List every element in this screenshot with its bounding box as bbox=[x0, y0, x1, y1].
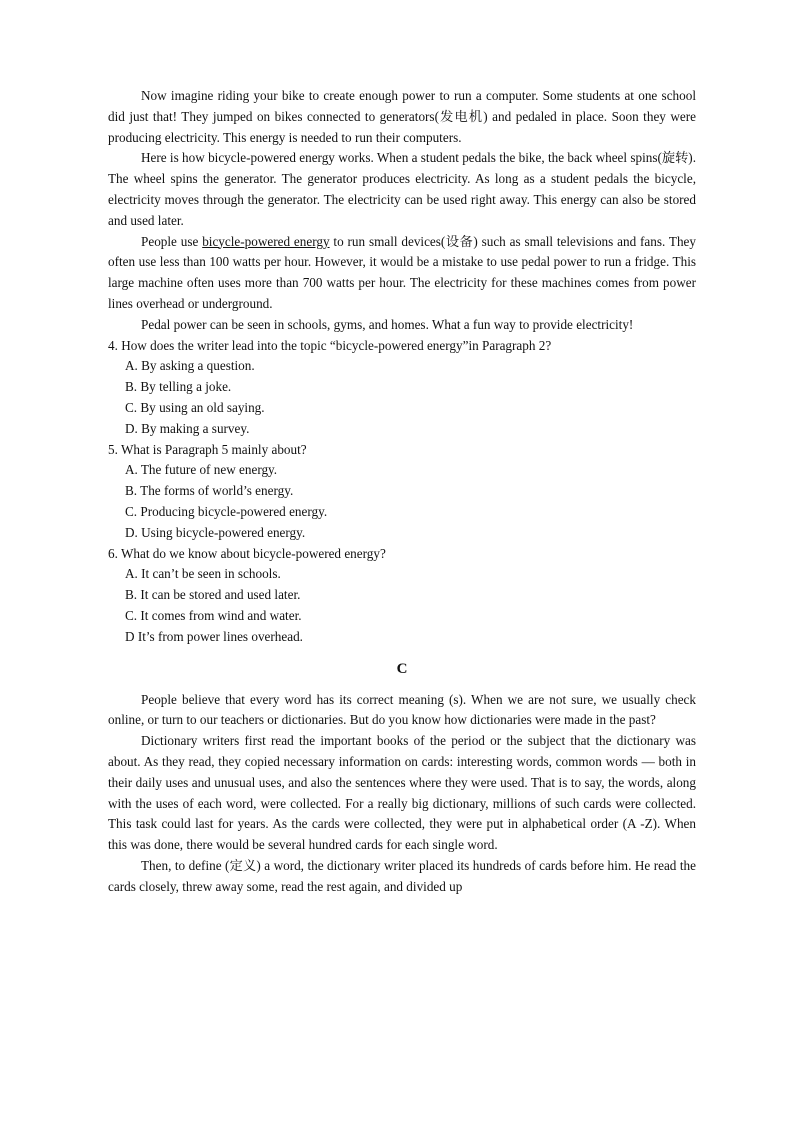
question-stem: 5. What is Paragraph 5 mainly about? bbox=[108, 441, 307, 457]
passage-b-paragraph-3 bbox=[108, 232, 696, 315]
option-c: C. It comes from wind and water. bbox=[125, 607, 302, 623]
underlined-term: bicycle-powered energy bbox=[202, 233, 330, 249]
paragraph-3-rest: to run small devices(设备) such as small televisions and fans. They often use less than 100 watts per hour. However, it would be a mistake to use pedal power to run a fridge. This large machine often uses more than 700 watts per hour. The electricity for these machines comes from power lines overhead or underground. bbox=[108, 233, 696, 311]
option-d: D. Using bicycle-powered energy. bbox=[125, 524, 306, 540]
question-stem: 6. What do we know about bicycle-powered energy? bbox=[108, 545, 386, 561]
option-a: A. By asking a question. bbox=[125, 358, 255, 374]
passage-b-paragraph-2: Here is how bicycle-powered energy works. When a student pedals the bike, the back wheel spins(旋转). The wheel spins the generator. The generator produces electricity. As long as a student pedals the bicycle, electricity moves through the generator. The electricity can be used right away. This energy can also be stored and used later. bbox=[108, 150, 696, 228]
option-b: B. The forms of world’s energy. bbox=[125, 483, 294, 499]
question-stem: 4. How does the writer lead into the topic “bicycle-powered energy”in Paragraph 2? bbox=[108, 337, 552, 353]
option-d: D It’s from power lines overhead. bbox=[125, 628, 303, 644]
question-6 bbox=[108, 544, 696, 648]
passage-b-paragraph-4: Pedal power can be seen in schools, gyms, and homes. What a fun way to provide electricity! bbox=[141, 316, 634, 332]
option-b: B. By telling a joke. bbox=[125, 379, 232, 395]
passage-c-paragraph-2: Dictionary writers first read the important books of the period or the subject that the dictionary was about. As they read, they copied necessary information on cards: interesting words, common words — both in their daily uses and unusual uses, and also the sentences where they were used. That is to say, the words, along with the uses of each word, were collected. For a really big dictionary, millions of such cards were collected. This task could last for years. As the cards were collected, they were put in alphabetical order (A -Z). When this was done, there would be several hundred cards for each single word. bbox=[108, 733, 696, 853]
passage-c-paragraph-1: People believe that every word has its correct meaning (s). When we are not sure, we usually check online, or turn to our teachers or dictionaries. But do you know how dictionaries were made in the past? bbox=[108, 691, 696, 728]
section-c-heading: C bbox=[396, 660, 408, 677]
question-4 bbox=[108, 336, 696, 440]
paragraph-3-start: People use bbox=[141, 233, 203, 249]
option-a: A. It can’t be seen in schools. bbox=[125, 566, 281, 582]
option-c: C. Producing bicycle-powered energy. bbox=[125, 503, 328, 519]
option-d: D. By making a survey. bbox=[125, 420, 250, 436]
option-b: B. It can be stored and used later. bbox=[125, 587, 301, 603]
document-page bbox=[108, 86, 696, 897]
passage-b-paragraph-1: Now imagine riding your bike to create enough power to run a computer. Some students at one school did just that! They jumped on bikes connected to generators(发电机) and pedaled in place. Soon they were producing electricity. This energy is needed to run their computers. bbox=[108, 88, 696, 145]
passage-c-paragraph-3: Then, to define (定义) a word, the dictionary writer placed its hundreds of cards before him. He read the cards closely, threw away some, read the rest again, and divided up bbox=[108, 857, 696, 894]
option-c: C. By using an old saying. bbox=[125, 399, 265, 415]
question-5 bbox=[108, 440, 696, 544]
option-a: A. The future of new energy. bbox=[125, 462, 278, 478]
